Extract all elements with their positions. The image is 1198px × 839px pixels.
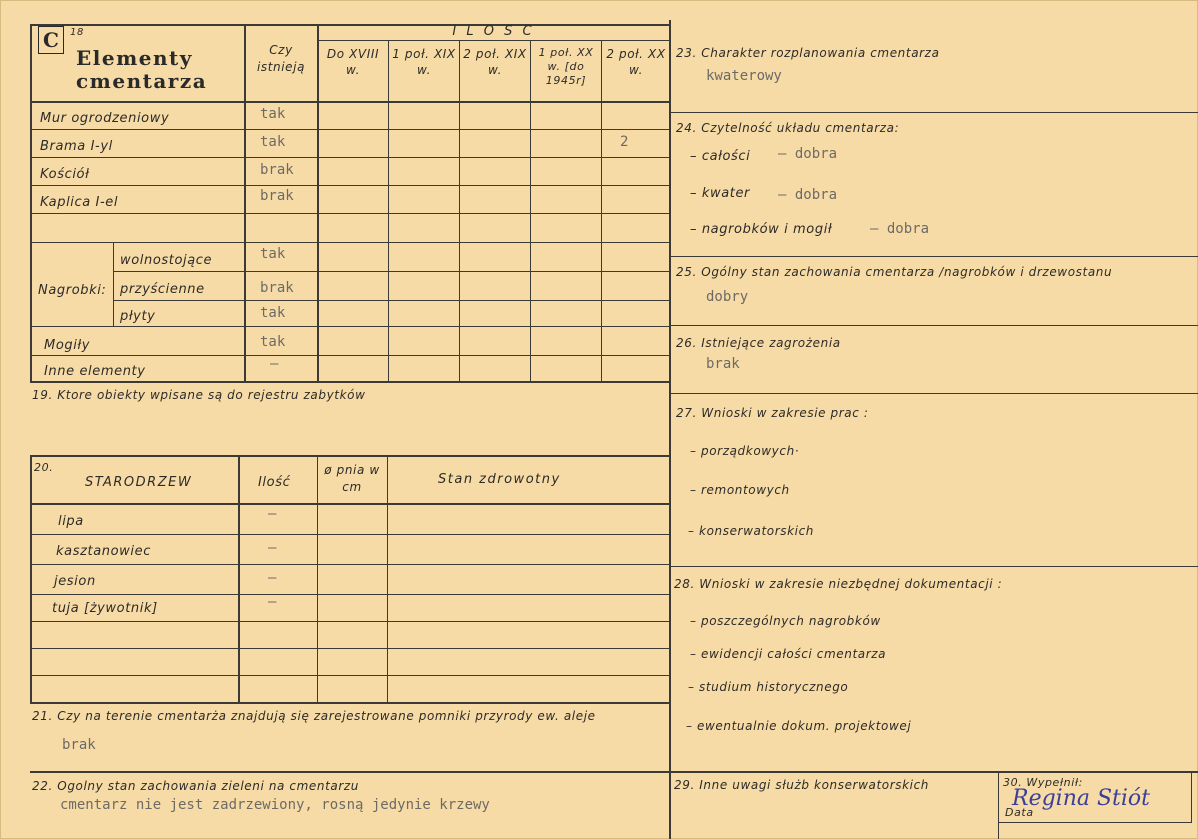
tree-value: – [268, 570, 277, 586]
nagrobki-value: tak [260, 305, 286, 321]
nagrobki-item: płyty [120, 309, 156, 324]
grid-line [30, 564, 670, 565]
q24-item: – kwater [690, 186, 750, 201]
q24-label: 24. Czytelność układu cmentarza: [676, 121, 900, 135]
q25-answer: dobry [706, 289, 749, 305]
grid-line [30, 675, 670, 676]
grid-line [30, 503, 670, 505]
row-value: brak [260, 188, 294, 204]
row-value: tak [260, 134, 286, 150]
q19-label: 19. Ktore obiekty wpisane są do rejestru zabytków [32, 388, 366, 402]
grid-line [113, 300, 670, 301]
q28-label: 28. Wnioski w zakresie niezbędnej dokumentacji : [674, 577, 1003, 591]
grid-line [30, 242, 670, 243]
q24-answer: – dobra [870, 221, 930, 237]
nagrobki-value: brak [260, 280, 294, 296]
q27-item: – porządkowych· [690, 444, 800, 458]
title-line1: Elementy [76, 46, 193, 70]
main-divider [669, 20, 671, 839]
grid-line [669, 112, 1198, 113]
title-line2: cmentarza [76, 69, 208, 93]
grid-line [244, 24, 246, 382]
q27-item: – remontowych [690, 483, 790, 497]
q21-label: 21. Czy na terenie cmentarża znajdują się zarejestrowane pomniki przyrody ew. aleje [32, 709, 596, 723]
nagrobki-item: wolnostojące [120, 253, 213, 268]
grid-line [30, 185, 670, 186]
grid-line [30, 381, 670, 383]
mogily-value: tak [260, 334, 286, 350]
grid-line [669, 256, 1198, 257]
q24-answer: – dobra [778, 146, 838, 162]
tree-name: kasztanowiec [56, 544, 151, 559]
q24-item: – nagrobków i mogił [690, 222, 833, 237]
q28-item: – studium historycznego [688, 680, 849, 694]
row-value: brak [260, 162, 294, 178]
tree-name: lipa [58, 514, 84, 529]
grid-line [30, 157, 670, 158]
row-label: Kościół [40, 167, 90, 182]
grid-line [530, 40, 531, 382]
row-label: Mur ogrodzeniowy [40, 111, 170, 126]
grid-line [30, 648, 670, 649]
q30-label: 30. Wypełnił: [1003, 776, 1083, 789]
nagrobki-item: przyścienne [120, 282, 205, 297]
grid-line [30, 326, 670, 327]
grid-line [30, 702, 670, 704]
grid-line [113, 242, 114, 326]
grid-line [601, 40, 602, 382]
stan-col-header: Stan zdrowotny [438, 472, 561, 487]
inne-value: – [270, 356, 279, 372]
row-label: Brama I-yl [40, 139, 113, 154]
signature: Regina Stiót [1012, 786, 1151, 811]
grid-line [459, 40, 460, 382]
q30-data-label: Data [1005, 806, 1034, 819]
tree-value: – [268, 540, 277, 556]
q28-item: – ewentualnie dokum. projektowej [686, 719, 912, 733]
czy-istnieja-header: Czy istnieją [256, 43, 306, 74]
grid-line [30, 534, 670, 535]
col-header: 2 poł. XX w. [606, 47, 666, 77]
row-value: tak [260, 106, 286, 122]
grid-line [238, 455, 240, 703]
grid-line [30, 24, 32, 382]
q28-item: – poszczególnych nagrobków [690, 614, 881, 628]
col-header: 1 poł. XX w. [do 1945r] [538, 46, 594, 87]
grid-line [30, 355, 670, 356]
ilosc-col-header: Ilość [258, 475, 291, 490]
q24-answer: – dobra [778, 187, 838, 203]
tree-value: – [268, 506, 277, 522]
grid-line [30, 594, 670, 595]
tree-name: jesion [54, 574, 96, 589]
row-count: 2 [620, 134, 629, 150]
grid-line [30, 213, 670, 214]
starodrzew-title: STARODRZEW [85, 475, 193, 490]
q25-label: 25. Ogólny stan zachowania cmentarza /nagrobków i drzewostanu [676, 265, 1113, 279]
q22-answer: cmentarz nie jest zadrzewiony, rosną jedynie krzewy [60, 797, 490, 813]
q22-label: 22. Ogolny stan zachowania zieleni na cmentarzu [32, 779, 359, 793]
grid-line [998, 771, 999, 839]
pnia-col-header: ø pnia w cm [324, 463, 380, 494]
grid-line [388, 40, 389, 382]
col-header: Do XVIII w. [326, 47, 380, 77]
grid-line [669, 325, 1198, 326]
col-header: 1 poł. XIX w. [392, 47, 456, 77]
q21-answer: brak [62, 737, 96, 753]
grid-line [1191, 771, 1192, 823]
col-header: 2 poł. XIX w. [463, 47, 527, 77]
grid-line [30, 129, 670, 130]
grid-line [30, 455, 670, 457]
grid-line [30, 101, 670, 103]
grid-line [113, 271, 670, 272]
q29-label: 29. Inne uwagi służb konserwatorskich [674, 778, 929, 792]
grid-line [669, 393, 1198, 394]
ilosc-header: I L O S C [452, 24, 535, 39]
grid-line [387, 455, 388, 703]
inne-label: Inne elementy [44, 364, 146, 379]
nagrobki-label: Nagrobki: [38, 283, 107, 298]
q28-item: – ewidencji całości cmentarza [690, 647, 887, 661]
section-letter: C [38, 26, 64, 54]
row-label: Kaplica I-el [40, 195, 119, 210]
q23-label: 23. Charakter rozplanowania cmentarza [676, 46, 940, 60]
grid-line [30, 455, 32, 703]
mogily-label: Mogiły [44, 338, 91, 353]
grid-line [669, 566, 1198, 567]
grid-line [30, 771, 1198, 773]
q24-item: – całości [690, 149, 751, 164]
section-number: 18 [70, 27, 84, 38]
grid-line [998, 822, 1192, 823]
q27-label: 27. Wnioski w zakresie prac : [676, 406, 869, 420]
nagrobki-value: tak [260, 246, 286, 262]
q26-answer: brak [706, 356, 740, 372]
q23-answer: kwaterowy [706, 68, 782, 84]
q27-item: – konserwatorskich [688, 524, 814, 538]
grid-line [30, 621, 670, 622]
q20-number: 20. [34, 461, 54, 474]
grid-line [317, 40, 670, 41]
tree-value: – [268, 594, 277, 610]
q26-label: 26. Istniejące zagrożenia [676, 336, 841, 350]
tree-name: tuja [żywotnik] [52, 601, 158, 616]
